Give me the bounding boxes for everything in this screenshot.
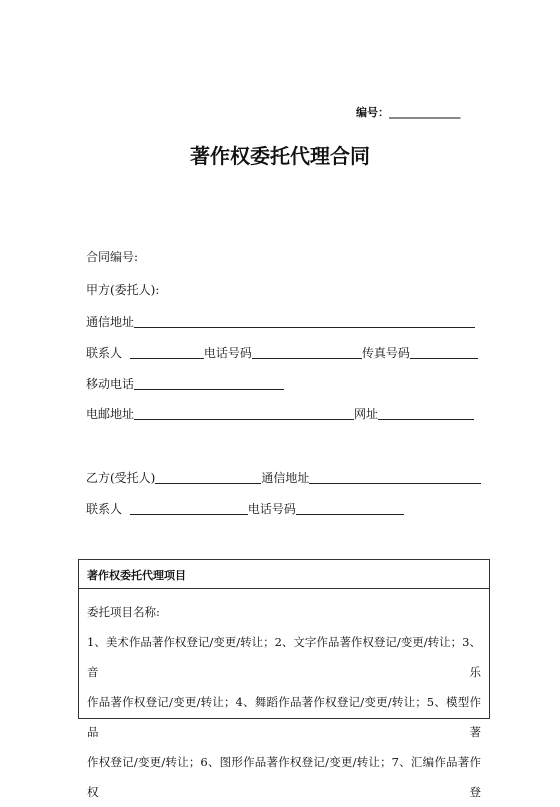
party-b-row xyxy=(86,469,481,486)
delegation-project-body xyxy=(79,589,489,807)
b-phone-label: 电话号码 xyxy=(247,502,296,516)
contact-label: 联系人 xyxy=(86,346,123,360)
phone-blank[interactable] xyxy=(252,346,362,359)
contract-number-field: 合同编号: xyxy=(86,250,139,264)
contact-row xyxy=(86,344,478,361)
delegation-project-box xyxy=(78,559,490,799)
b-contact-label: 联系人 xyxy=(86,502,123,516)
b-address-blank[interactable] xyxy=(309,471,481,484)
contact-blank[interactable] xyxy=(130,346,204,359)
address-blank[interactable] xyxy=(134,315,475,328)
website-label: 网址 xyxy=(354,407,379,421)
project-name-label: 委托项目名称: xyxy=(87,605,160,619)
b-address-label: 通信地址 xyxy=(261,471,310,485)
mobile-label: 移动电话 xyxy=(86,377,135,391)
address-row xyxy=(86,313,475,330)
mobile-row xyxy=(86,375,284,392)
b-contact-row xyxy=(86,500,404,517)
address-label: 通信地址 xyxy=(86,315,135,329)
contract-number-label: 编号： xyxy=(356,106,389,119)
project-line: 作权登记/变更/转让；6、图形作品著作权登记/变更/转让；7、汇编作品著作权登 xyxy=(87,755,481,799)
party-a-field: 甲方(委托人): xyxy=(86,283,160,297)
party-b-label: 乙方(受托人) xyxy=(86,471,156,485)
email-label: 电邮地址 xyxy=(86,407,135,421)
phone-label: 电话号码 xyxy=(203,346,252,360)
project-line: 作品著作权登记/变更/转让；4、舞蹈作品著作权登记/变更/转让；5、模型作品著 xyxy=(87,695,481,739)
fax-label: 传真号码 xyxy=(361,346,410,360)
contract-number-value: _____________ xyxy=(389,106,461,119)
delegation-project-header: 著作权委托代理项目 xyxy=(79,560,489,589)
document-title: 著作权委托代理合同 xyxy=(190,144,370,168)
b-phone-blank[interactable] xyxy=(296,502,404,515)
project-line: 1、美术作品著作权登记/变更/转让；2、文字作品著作权登记/变更/转让；3、音乐 xyxy=(87,635,481,679)
contract-number-header xyxy=(356,104,461,120)
party-b-blank[interactable] xyxy=(155,471,261,484)
fax-blank[interactable] xyxy=(410,346,478,359)
b-contact-blank[interactable] xyxy=(130,502,248,515)
email-row xyxy=(86,405,474,422)
mobile-blank[interactable] xyxy=(134,377,284,390)
website-blank[interactable] xyxy=(378,407,474,420)
email-blank[interactable] xyxy=(134,407,354,420)
